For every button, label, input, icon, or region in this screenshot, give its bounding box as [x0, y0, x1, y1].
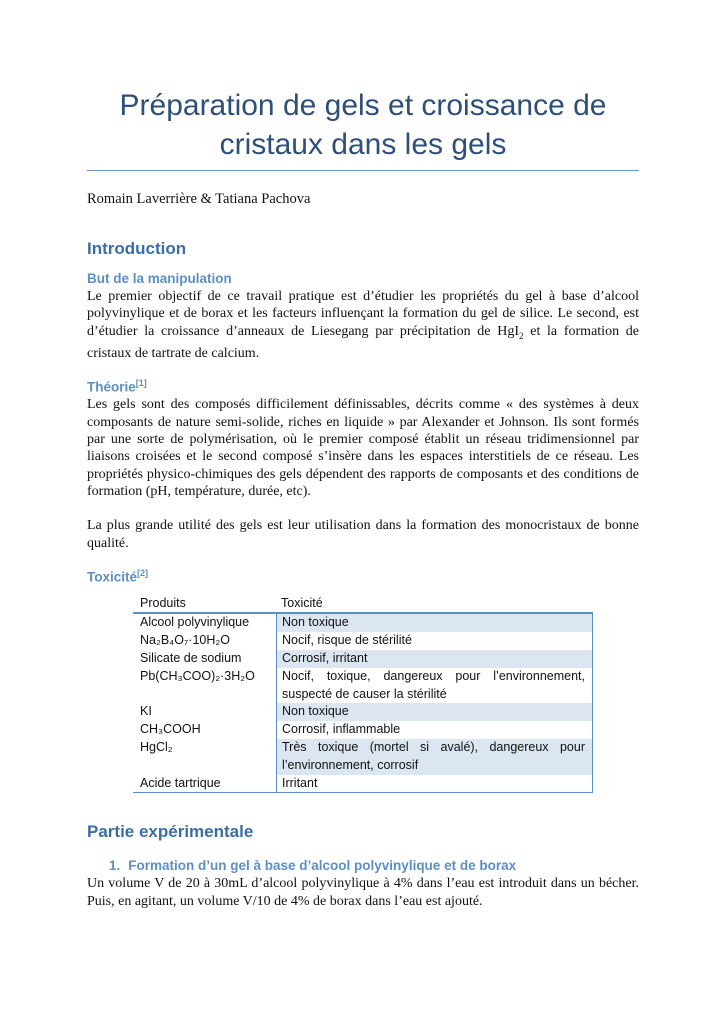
table-row: CH₃COOH Corrosif, inflammable — [133, 721, 592, 739]
title-line-1: Préparation de gels et croissance de — [119, 89, 607, 122]
theorie-heading: Théorie[1] — [87, 377, 147, 395]
experimental-heading: Partie expérimentale — [87, 822, 254, 842]
theorie-paragraph-1: Les gels sont des composés difficilement définissables, décrits comme « des systèmes à deux composants de nature semi-solide, riches en liquide » par Alexander et Johnson. Ils sont formés par une sorte de polymérisation, où le premier composé établit un réseau tridimensionnel par liaisons croisées et le second composé s’insère dans les espaces interstitiels de ce réseau. Les propriétés physico-chimiques des gels dépendent des rapports de composants et des conditions de formation (pH, température, durée, etc). — [87, 397, 639, 499]
but-heading: But de la manipulation — [87, 271, 232, 286]
table-row: Alcool polyvinylique Non toxique — [133, 614, 592, 632]
document-title — [87, 86, 639, 171]
toxicity-table — [133, 590, 593, 793]
authors: Romain Laverrière & Tatiana Pachova — [87, 191, 311, 207]
toxicite-heading: Toxicité[2] — [87, 567, 149, 585]
experimental-paragraph-1: Un volume V de 20 à 30mL d’alcool polyvinylique à 4% dans l’eau est introduit dans un bécher. Puis, en agitant, un volume V/10 de 4% de borax dans l’eau est ajouté. — [87, 876, 639, 909]
toxicite-ref: [2] — [137, 567, 149, 578]
theorie-paragraph-2: La plus grande utilité des gels est leur utilisation dans la formation des monocristaux de bonne qualité. — [87, 518, 639, 551]
table-row: Silicate de sodium Corrosif, irritant — [133, 650, 592, 668]
table-row: Pb(CH₃COO)₂·3H₂O Nocif, toxique, dangereux pour l’environnement, suspecté de causer la stérilité — [133, 668, 592, 704]
table-row: KI Non toxique — [133, 703, 592, 721]
introduction-heading: Introduction — [87, 239, 187, 258]
header-toxicite: Toxicité — [281, 596, 323, 611]
table-row: Acide tartrique Irritant — [133, 775, 592, 793]
table-row: HgCl₂ Très toxique (mortel si avalé), dangereux pour l’environnement, corrosif — [133, 739, 592, 775]
but-paragraph: Le premier objectif de ce travail pratique est d’étudier les propriétés du gel à base d’alcool polyvinylique et de borax et les facteurs influençant la formation du gel de silice. Le second, est d’étudier la croissance d’anneaux de Liesegang par précipitation de HgI$_2$ et la formation de cristaux de tartrate de calcium. — [87, 289, 639, 361]
table-row: Na₂B₄O₇·10H₂O Nocif, risque de stérilité — [133, 632, 592, 650]
header-produits: Produits — [140, 596, 186, 611]
title-line-2: cristaux dans les gels — [219, 128, 507, 161]
table-header — [133, 590, 593, 614]
theorie-ref: [1] — [135, 377, 147, 388]
experimental-subheading-1: 1. Formation d’un gel à base d’alcool polyvinylique et de borax — [109, 858, 517, 874]
document-page — [87, 0, 639, 910]
